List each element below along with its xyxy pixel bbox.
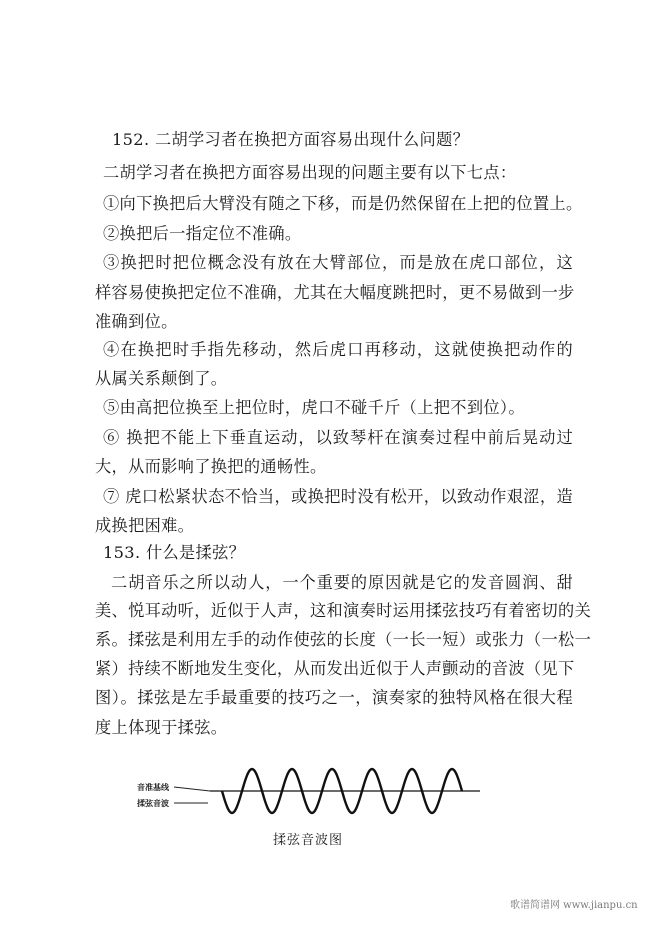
section-152-title: 152. 二胡学习者在换把方面容易出现什么问题？ [112,130,470,149]
vibrato-wave-figure [130,755,490,827]
figure-caption: 揉弦音波图 [273,833,344,848]
section-153-title: 153. 什么是揉弦？ [103,543,246,562]
body-line-6: 度上体现于揉弦。 [95,718,228,737]
body-line-4: 紧）持续不断地发生变化，从而发出近似于人声颤动的音波（见下 [95,659,575,678]
item-1: ①向下换把后大臂没有随之下移，而是仍然保留在上把的位置上。 [103,194,583,213]
item-3-line-3: 准确到位。 [95,312,178,331]
body-line-5: 图）。揉弦是左手最重要的技巧之一，演奏家的独特风格在很大程 [95,688,573,707]
section-152-intro: 二胡学习者在换把方面容易出现的问题主要有以下七点： [103,163,517,182]
wave-label: 揉弦音波 [137,798,169,808]
wave-diagram [130,755,490,827]
item-4-line-2: 从属关系颠倒了。 [95,369,228,388]
item-2: ②换把后一指定位不准确。 [103,224,302,243]
body-line-1: 二胡音乐之所以动人，一个重要的原因就是它的发音圆润、甜 [111,573,573,592]
body-line-3: 系。揉弦是利用左手的动作使弦的长度（一长一短）或张力（一松一 [95,630,592,649]
item-6-line-1: ⑥ 换把不能上下垂直运动，以致琴杆在演奏过程中前后晃动过 [103,428,573,447]
baseline-label: 音准基线 [137,782,169,792]
item-5: ⑤由高把位换至上把位时，虎口不碰千斤（上把不到位）。 [103,398,525,417]
item-4-line-1: ④在换把时手指先移动，然后虎口再移动，这就使换把动作的 [103,340,573,359]
item-3-line-2: 样容易使换把定位不准确，尤其在大幅度跳把时，更不易做到一步 [95,283,575,302]
item-6-line-2: 大，从而影响了换把的通畅性。 [95,457,327,476]
body-line-2: 美、悦耳动听，近似于人声，这和演奏时运用揉弦技巧有着密切的关 [95,601,592,620]
item-3-line-1: ③换把时把位概念没有放在大臂部位，而是放在虎口部位，这 [103,253,573,272]
item-7-line-1: ⑦ 虎口松紧状态不恰当，或换把时没有松开，以致动作艰涩，造 [103,487,573,506]
site-watermark: 歌谱简谱网 www.jianpu.cn [510,900,638,911]
item-7-line-2: 成换把困难。 [95,516,195,535]
baseline-pointer [174,787,210,791]
